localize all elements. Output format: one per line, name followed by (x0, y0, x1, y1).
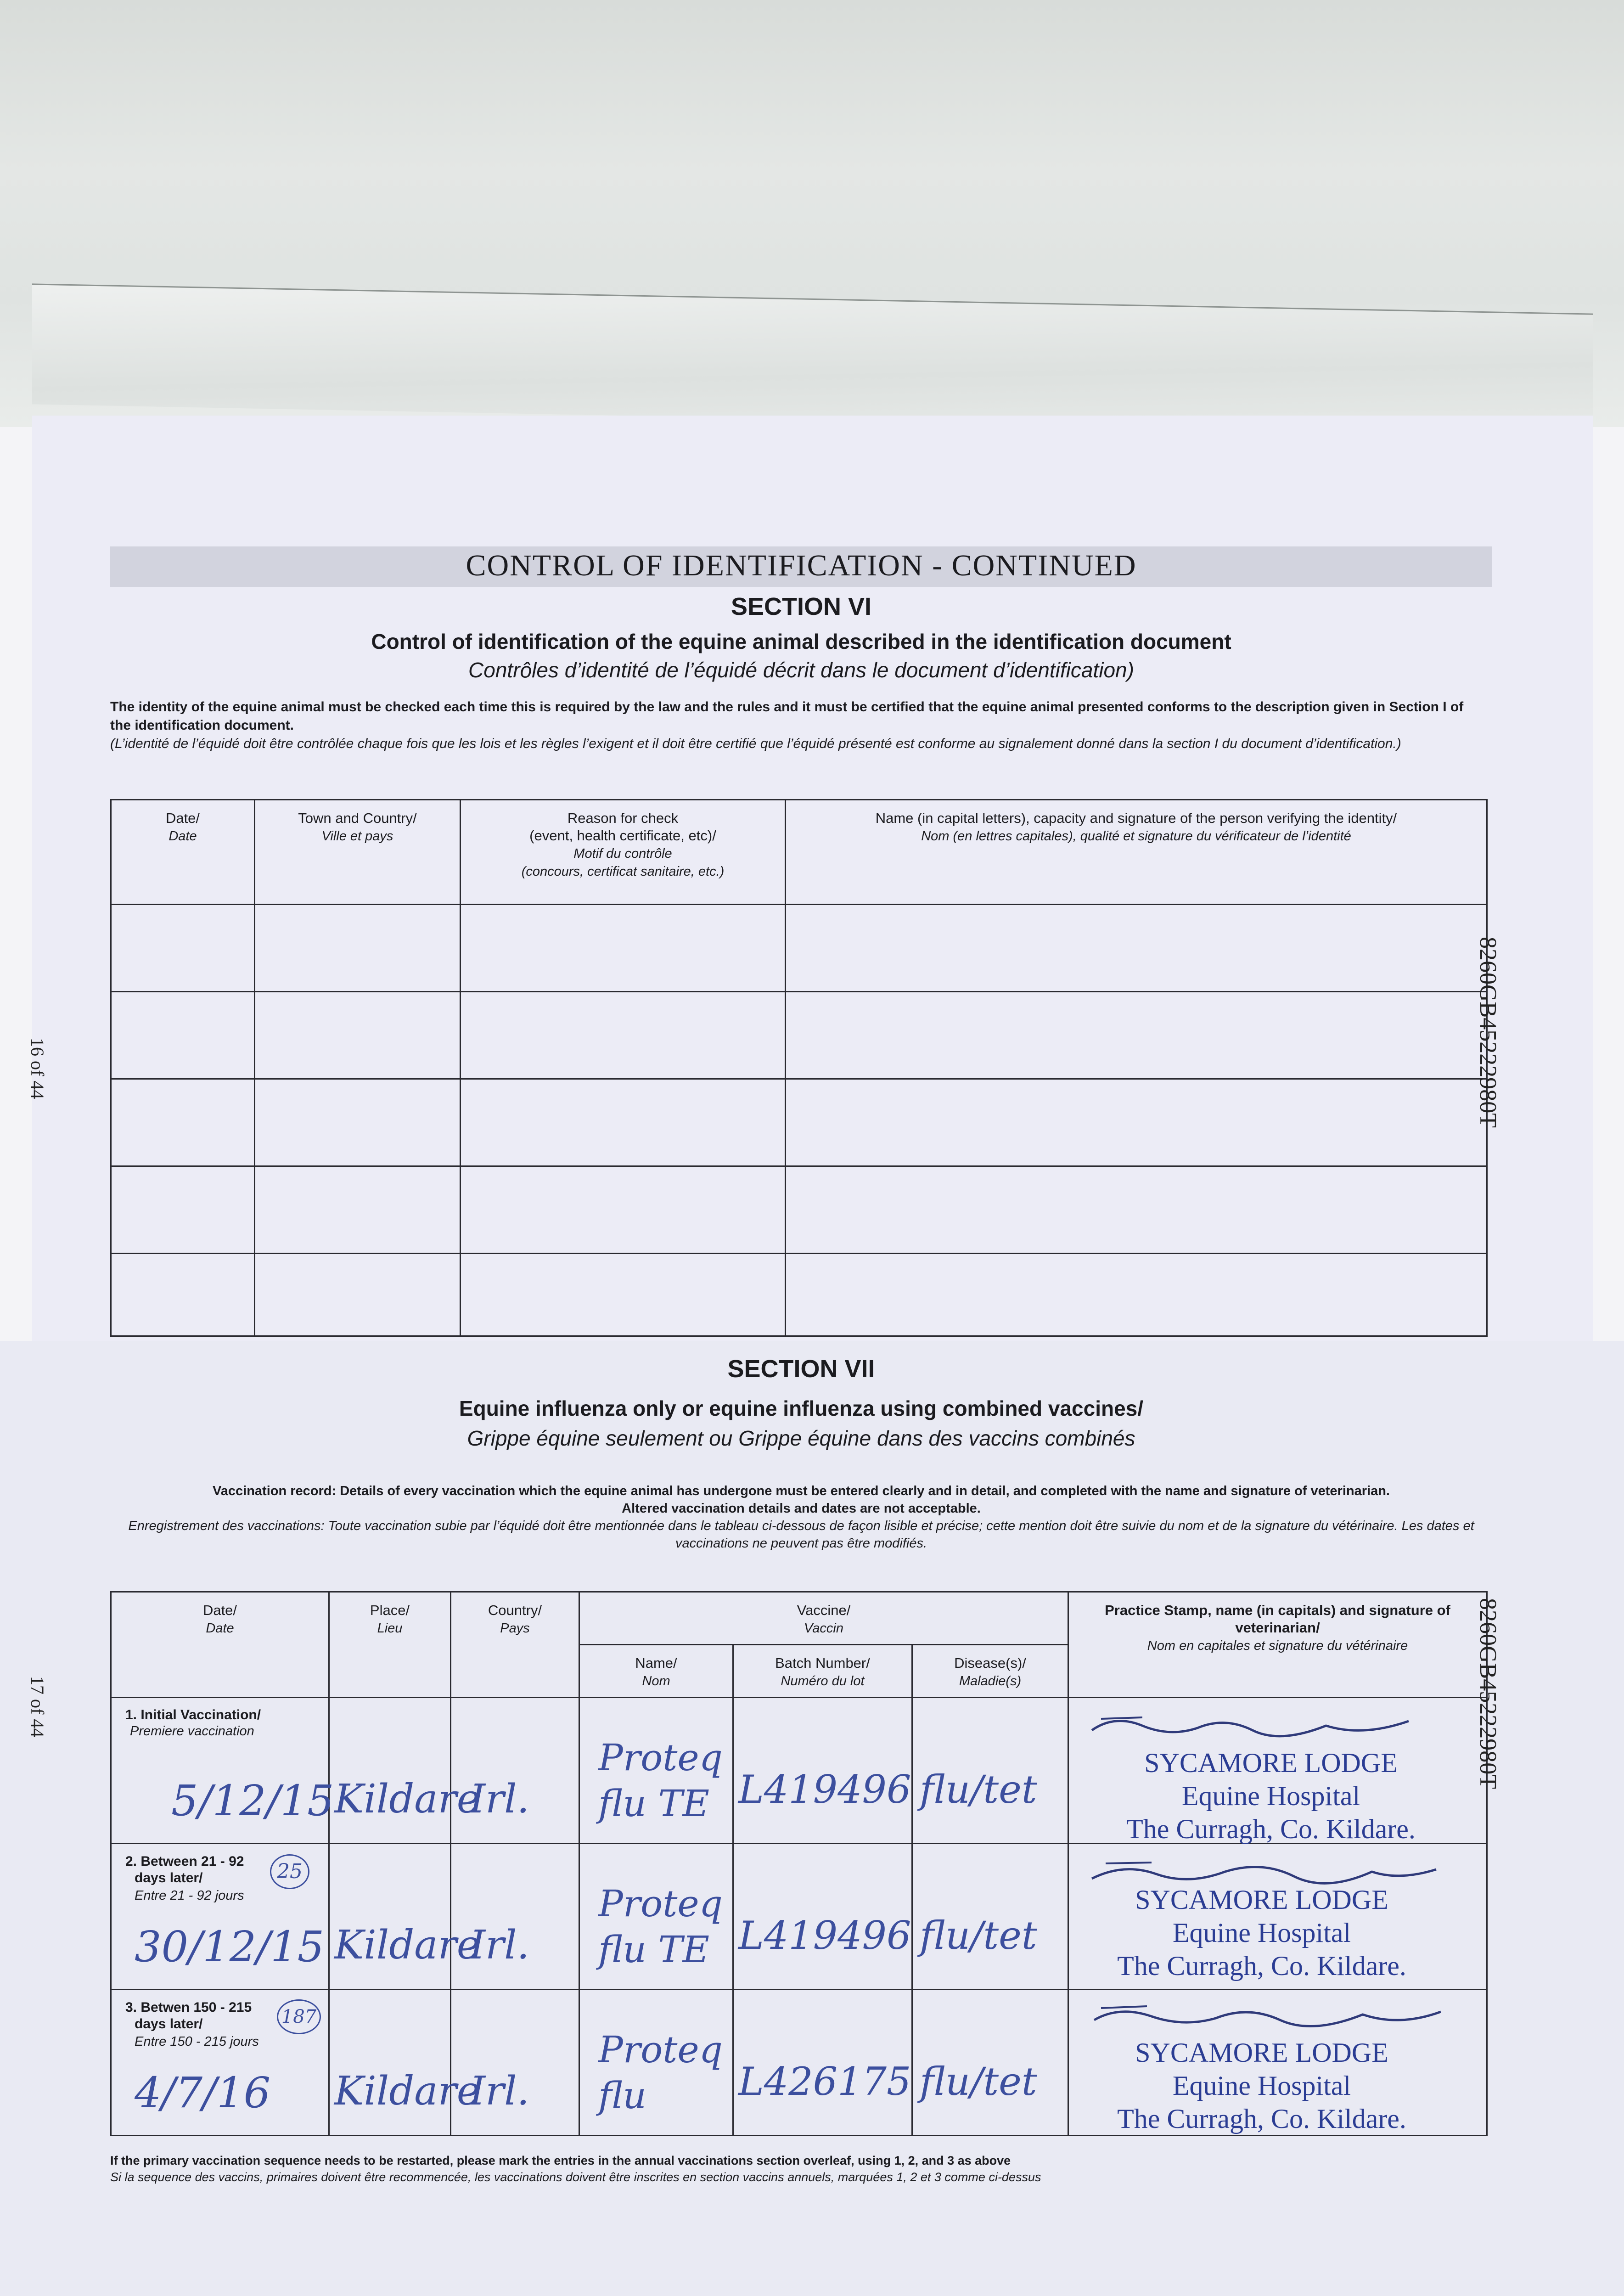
vaccination-record-fr: Enregistrement des vaccinations: Toute vaccination subie par l’équidé doit être mentionnée dans le tableau ci-dessous de façon lisible et précise; cette mention doit être suivie du nom et de la signature du vétérinaire. Les dates et vaccinations ne peuvent pas être modifiés. (128, 1519, 1474, 1551)
section-vi-intro-en: The identity of the equine animal must be checked each time this is required by the law and the rules and it must be certified that the equine animal presented conforms to the description given in Section I of the identification document. (110, 699, 1464, 733)
table-row (111, 1166, 1487, 1254)
col-date: Date/ Date (111, 800, 255, 905)
col-reason: Reason for check (event, health certificate, etc)/ Motif du contrôle (concours, certificat sanitaire, etc.) (461, 800, 786, 905)
section-vi-subtitle-en: Control of identification of the equine animal described in the identification document (371, 630, 1231, 653)
vacc-name-cell: Proteq flu TE (579, 1844, 733, 1990)
vacc-disease-cell: flu/tet (912, 1698, 1068, 1844)
vaccination-record-en: Vaccination record: Details of every vaccination which the equine animal has undergone must be entered clearly and in detail, and completed with the name and signature of veterinarian. Altered vaccination details and dates are not acceptable. (213, 1484, 1390, 1516)
vet-signature (1087, 2002, 1445, 2034)
table-row (111, 1079, 1487, 1166)
restart-note-fr: Si la sequence des vaccins, primaires doivent être recommencée, les vaccinations doivent être inscrites en section vaccins annuels, marquées 1, 2 et 3 comme ci-dessus (110, 2170, 1041, 2184)
table-row (111, 992, 1487, 1079)
vacc-date-cell: 2. Between 21 - 92 days later/ Entre 21 - 92 jours 25 30/12/15 (111, 1844, 329, 1990)
table-row (111, 1698, 1487, 1844)
col-vaccine: Vaccine/ Vaccin (579, 1592, 1068, 1645)
vet-stamp-cell (1068, 1990, 1487, 2136)
section-vii-subtitle-en: Equine influenza only or equine influenza using combined vaccines/ (459, 1396, 1144, 1420)
vacc-date-cell: 1. Initial Vaccination/ Premiere vaccination 5/12/15 (111, 1698, 329, 1844)
vacc-country-cell: Irl. (451, 1698, 579, 1844)
table-row (111, 905, 1487, 992)
vacc-disease-cell: flu/tet (912, 1844, 1068, 1990)
table-row (111, 1844, 1487, 1990)
practice-stamp: SYCAMORE LODGE Equine Hospital The Curragh, Co. Kildare. (1117, 2037, 1406, 2134)
section-vi-subtitle-fr: Contrôles d’identité de l’équidé décrit dans le document d’identification) (468, 658, 1134, 682)
vacc-date: 5/12/15 (171, 1776, 334, 1825)
col-vacc-date: Date/ Date (111, 1592, 329, 1698)
vacc-date: 4/7/16 (135, 2068, 271, 2117)
vacc-place-cell: Kildare (329, 1990, 451, 2136)
vacc-name-cell: Proteq flu (579, 1990, 733, 2136)
page-number-lower: 17 of 44 (27, 1676, 48, 1738)
vacc-country-cell: Irl. (451, 1990, 579, 2136)
passport-id-lower: 8260GB45222980T (1475, 1598, 1501, 1789)
page-number-upper: 16 of 44 (27, 1038, 48, 1099)
col-batch: Batch Number/ Numéro du lot (733, 1645, 912, 1698)
passport-id-upper: 8260GB45222980T (1475, 937, 1501, 1128)
vet-signature (1087, 1712, 1445, 1744)
col-vaccine-name: Name/ Nom (579, 1645, 733, 1698)
identity-check-table (110, 799, 1488, 1337)
vacc-country-cell: Irl. (451, 1844, 579, 1990)
practice-stamp: SYCAMORE LODGE Equine Hospital The Curragh, Co. Kildare. (1126, 1748, 1416, 1844)
vaccination-table (110, 1591, 1488, 2136)
vacc-place-cell: Kildare (329, 1844, 451, 1990)
vacc-name-cell: Proteq flu TE (579, 1698, 733, 1844)
restart-note-en: If the primary vaccination sequence needs to be restarted, please mark the entries in the annual vaccinations section overleaf, using 1, 2, and 3 as above (110, 2154, 1011, 2167)
col-disease: Disease(s)/ Maladie(s) (912, 1645, 1068, 1698)
table-row (111, 1254, 1487, 1336)
table-row (111, 1990, 1487, 2136)
col-vacc-place: Place/ Lieu (329, 1592, 451, 1698)
col-practice: Practice Stamp, name (in capitals) and signature of veterinarian/ Nom en capitales et signature du vétérinaire (1068, 1592, 1487, 1698)
interval-note: 25 (270, 1854, 309, 1889)
col-vacc-country: Country/ Pays (451, 1592, 579, 1698)
vet-stamp-cell (1068, 1844, 1487, 1990)
vacc-date: 30/12/15 (135, 1922, 325, 1971)
section-vi-heading: SECTION VI (731, 593, 872, 620)
vacc-date-cell: 3. Betwen 150 - 215 days later/ Entre 150 - 215 jours 187 4/7/16 (111, 1990, 329, 2136)
section-vi-intro-fr: (L’identité de l’équidé doit être contrôlée chaque fois que les lois et les règles l’exigent et il doit être certifié que l’équidé présenté est conforme au signalement donné dans la section I du document d’identification.) (110, 736, 1401, 751)
section-vii-heading: SECTION VII (727, 1355, 875, 1383)
vacc-batch-cell: L426175 (733, 1990, 912, 2136)
interval-note: 187 (277, 1999, 321, 2034)
vacc-place-cell: Kildare (329, 1698, 451, 1844)
banner-title: CONTROL OF IDENTIFICATION - CONTINUED (466, 549, 1137, 582)
vacc-disease-cell: flu/tet (912, 1990, 1068, 2136)
col-verifier: Name (in capital letters), capacity and signature of the person verifying the identity/ Nom (en lettres capitales), qualité et signature du vérificateur de l’identité (786, 800, 1487, 905)
practice-stamp: SYCAMORE LODGE Equine Hospital The Curragh, Co. Kildare. (1117, 1885, 1406, 1981)
vacc-batch-cell: L419496 (733, 1844, 912, 1990)
vet-stamp-cell (1068, 1698, 1487, 1844)
vacc-batch-cell: L419496 (733, 1698, 912, 1844)
section-vii-subtitle-fr: Grippe équine seulement ou Grippe équine dans des vaccins combinés (467, 1426, 1135, 1450)
col-town-country: Town and Country/ Ville et pays (255, 800, 461, 905)
